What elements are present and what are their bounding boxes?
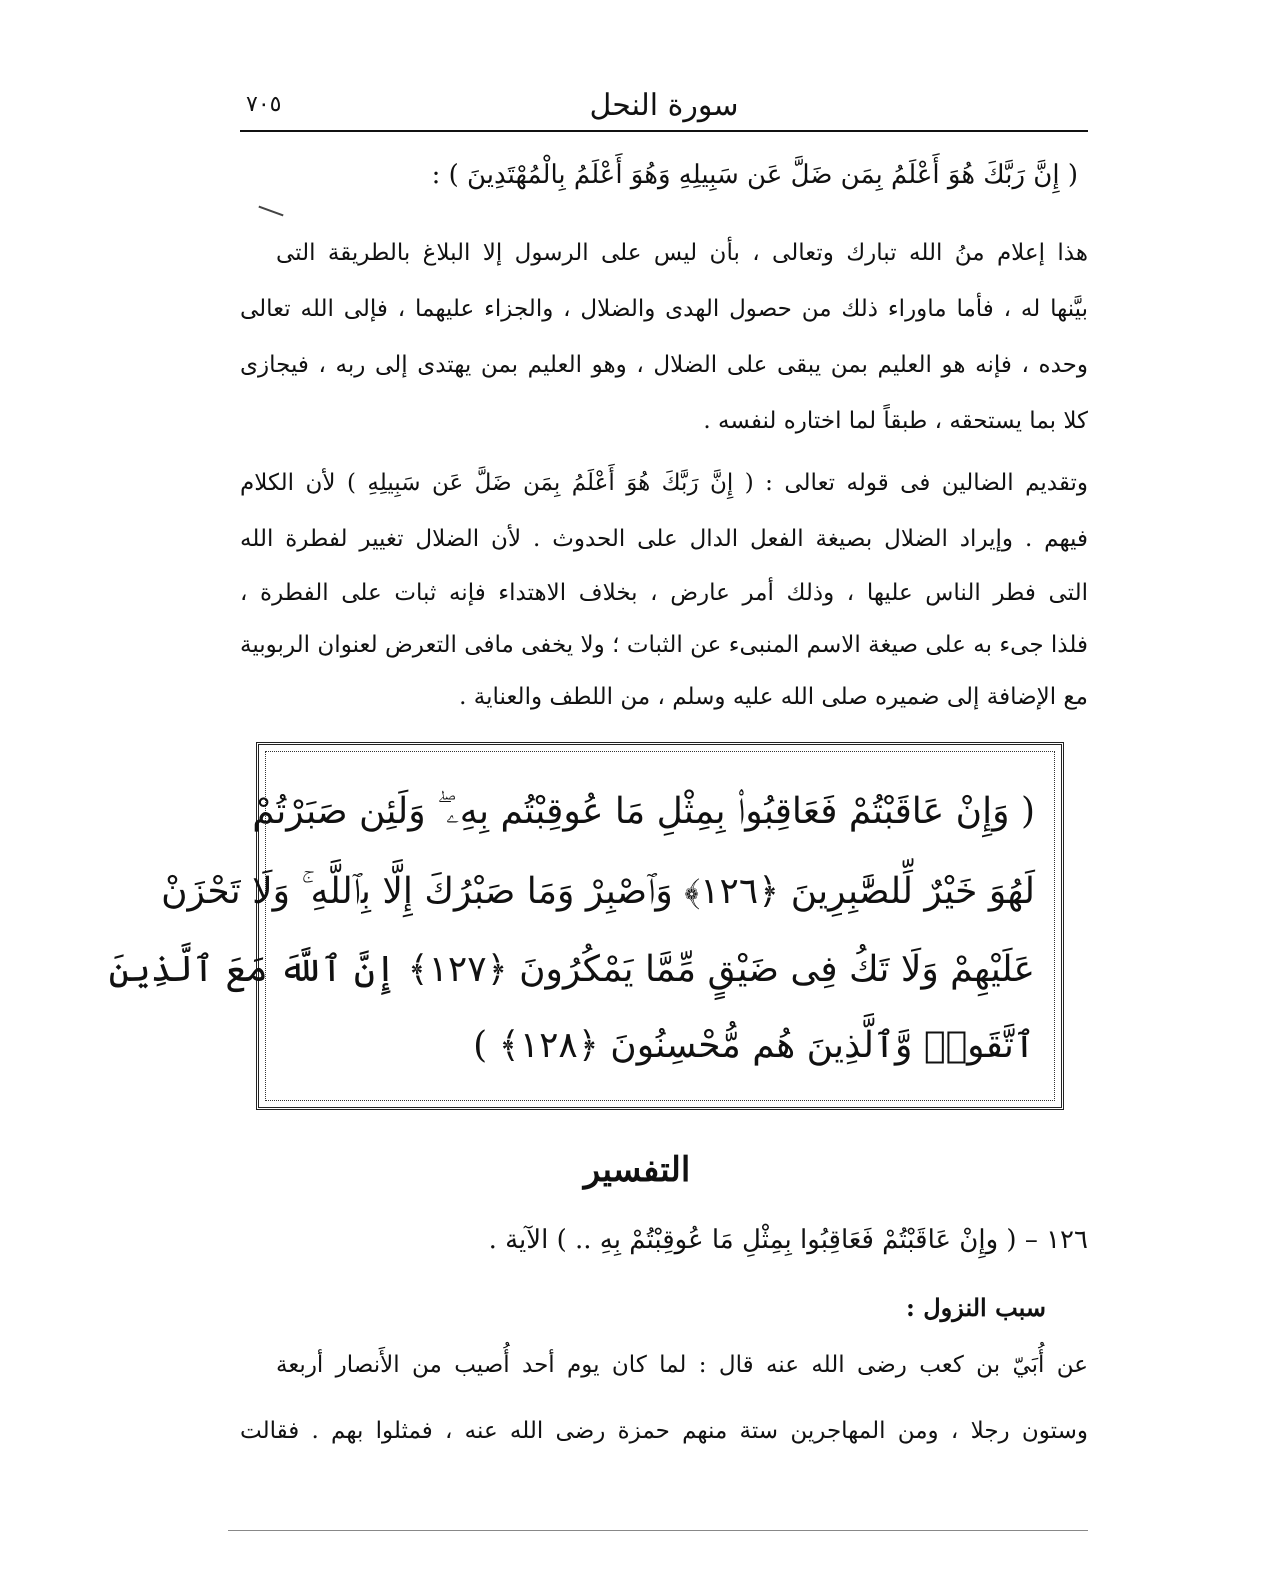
footer-divider — [228, 1530, 1088, 1531]
paragraph-line: بيَّنها له ، فأما ماوراء ذلك من حصول الهدى والضلال ، والجزاء عليهما ، فإلى الله تعالى — [240, 296, 1088, 322]
verse-reference — [240, 1225, 1088, 1265]
paragraph-line: فلذا جىء به على صيغة الاسم المنبىء عن الثبات ؛ ولا يخفى مافى التعرض لعنوان الربوبية — [240, 632, 1088, 658]
quran-line: عَلَيْهِمْ وَلَا تَكُ فِى ضَيْقٍ مِّمَّا يَمْكُرُونَ ﴿١٢٧﴾ إِنَّ ٱللَّهَ مَعَ ٱلَّذِينَ — [108, 949, 1035, 990]
page-header — [240, 82, 1088, 132]
paragraph-line: وتقديم الضالين فى قوله تعالى : ( إِنَّ رَبَّكَ هُوَ أَعْلَمُ بِمَن ضَلَّ عَن سَبِيلِهِ ) لأن الكلام — [240, 470, 1088, 496]
subheading: سبب النزول : — [906, 1293, 1046, 1322]
verse-reference-text: ١٢٦ – ( وإِنْ عَاقَبْتُمْ فَعَاقِبُوا بِمِثْلِ مَا عُوقِبْتُمْ بِهِ .. ) الآية . — [488, 1225, 1088, 1255]
paragraph-2 — [240, 470, 1088, 730]
paragraph-line: هذا إعلام منُ الله تبارك وتعالى ، بأن ليس على الرسول إلا البلاغ بالطريقة التى — [276, 240, 1088, 266]
running-title: سورة النحل — [589, 88, 739, 123]
paragraph-line: مع الإضافة إلى ضميره صلى الله عليه وسلم ، من اللطف والعناية . — [459, 684, 1088, 710]
paragraph-line: وحده ، فإنه هو العليم بمن يبقى على الضلال ، وهو العليم بمن يهتدى إلى ربه ، فيجازى — [240, 352, 1088, 378]
quran-line: لَهُوَ خَيْرٌ لِّلصَّٰبِرِينَ ﴿١٢٦﴾ وَٱصْبِرْ وَمَا صَبْرُكَ إِلَّا بِٱللَّهِ ۚ وَلَا تَحْزَنْ — [161, 871, 1035, 912]
quran-line: ( وَإِنْ عَاقَبْتُمْ فَعَاقِبُوا۟ بِمِثْلِ مَا عُوقِبْتُم بِهِۦ ۖ وَلَئِن صَبَرْتُمْ — [252, 791, 1035, 832]
paragraph-line: التى فطر الناس عليها ، وذلك أمر عارض ، بخلاف الاهتداء فإنه ثبات على الفطرة ، — [240, 580, 1088, 606]
quran-line: ٱتَّقَوا۟ وَّٱلَّذِينَ هُم مُّحْسِنُونَ ﴿١٢٨﴾ ) — [473, 1025, 1035, 1066]
paragraph-line: عن أُبَيّ بن كعب رضى الله عنه قال : لما كان يوم أحد أُصيب من الأَنصار أربعة — [276, 1352, 1088, 1378]
header-divider — [240, 130, 1088, 132]
paragraph-line: كلا بما يستحقه ، طبقاً لما اختاره لنفسه . — [703, 408, 1088, 434]
page-number: ٧٠٥ — [246, 92, 282, 117]
section-title: التفسير — [583, 1150, 691, 1190]
paragraph-3 — [240, 1352, 1088, 1462]
paragraph-line: وستون رجلا ، ومن المهاجرين ستة منهم حمزة رضى الله عنه ، فمثلوا بهم . فقالت — [240, 1418, 1088, 1444]
quran-verses-frame — [108, 742, 1064, 1110]
paragraph-line: فيهم . وإيراد الضلال بصيغة الفعل الدال على الحدوث . لأن الضلال تغيير لفطرة الله — [240, 526, 1088, 552]
scan-mark — [258, 206, 283, 217]
top-verse — [240, 160, 1088, 200]
paragraph-1 — [240, 240, 1088, 440]
verse-text: ( إِنَّ رَبَّكَ هُوَ أَعْلَمُ بِمَن ضَلَّ عَن سَبِيلِهِ وَهُوَ أَعْلَمُ بِالْمُهْتَدِينَ ) : — [431, 160, 1078, 190]
